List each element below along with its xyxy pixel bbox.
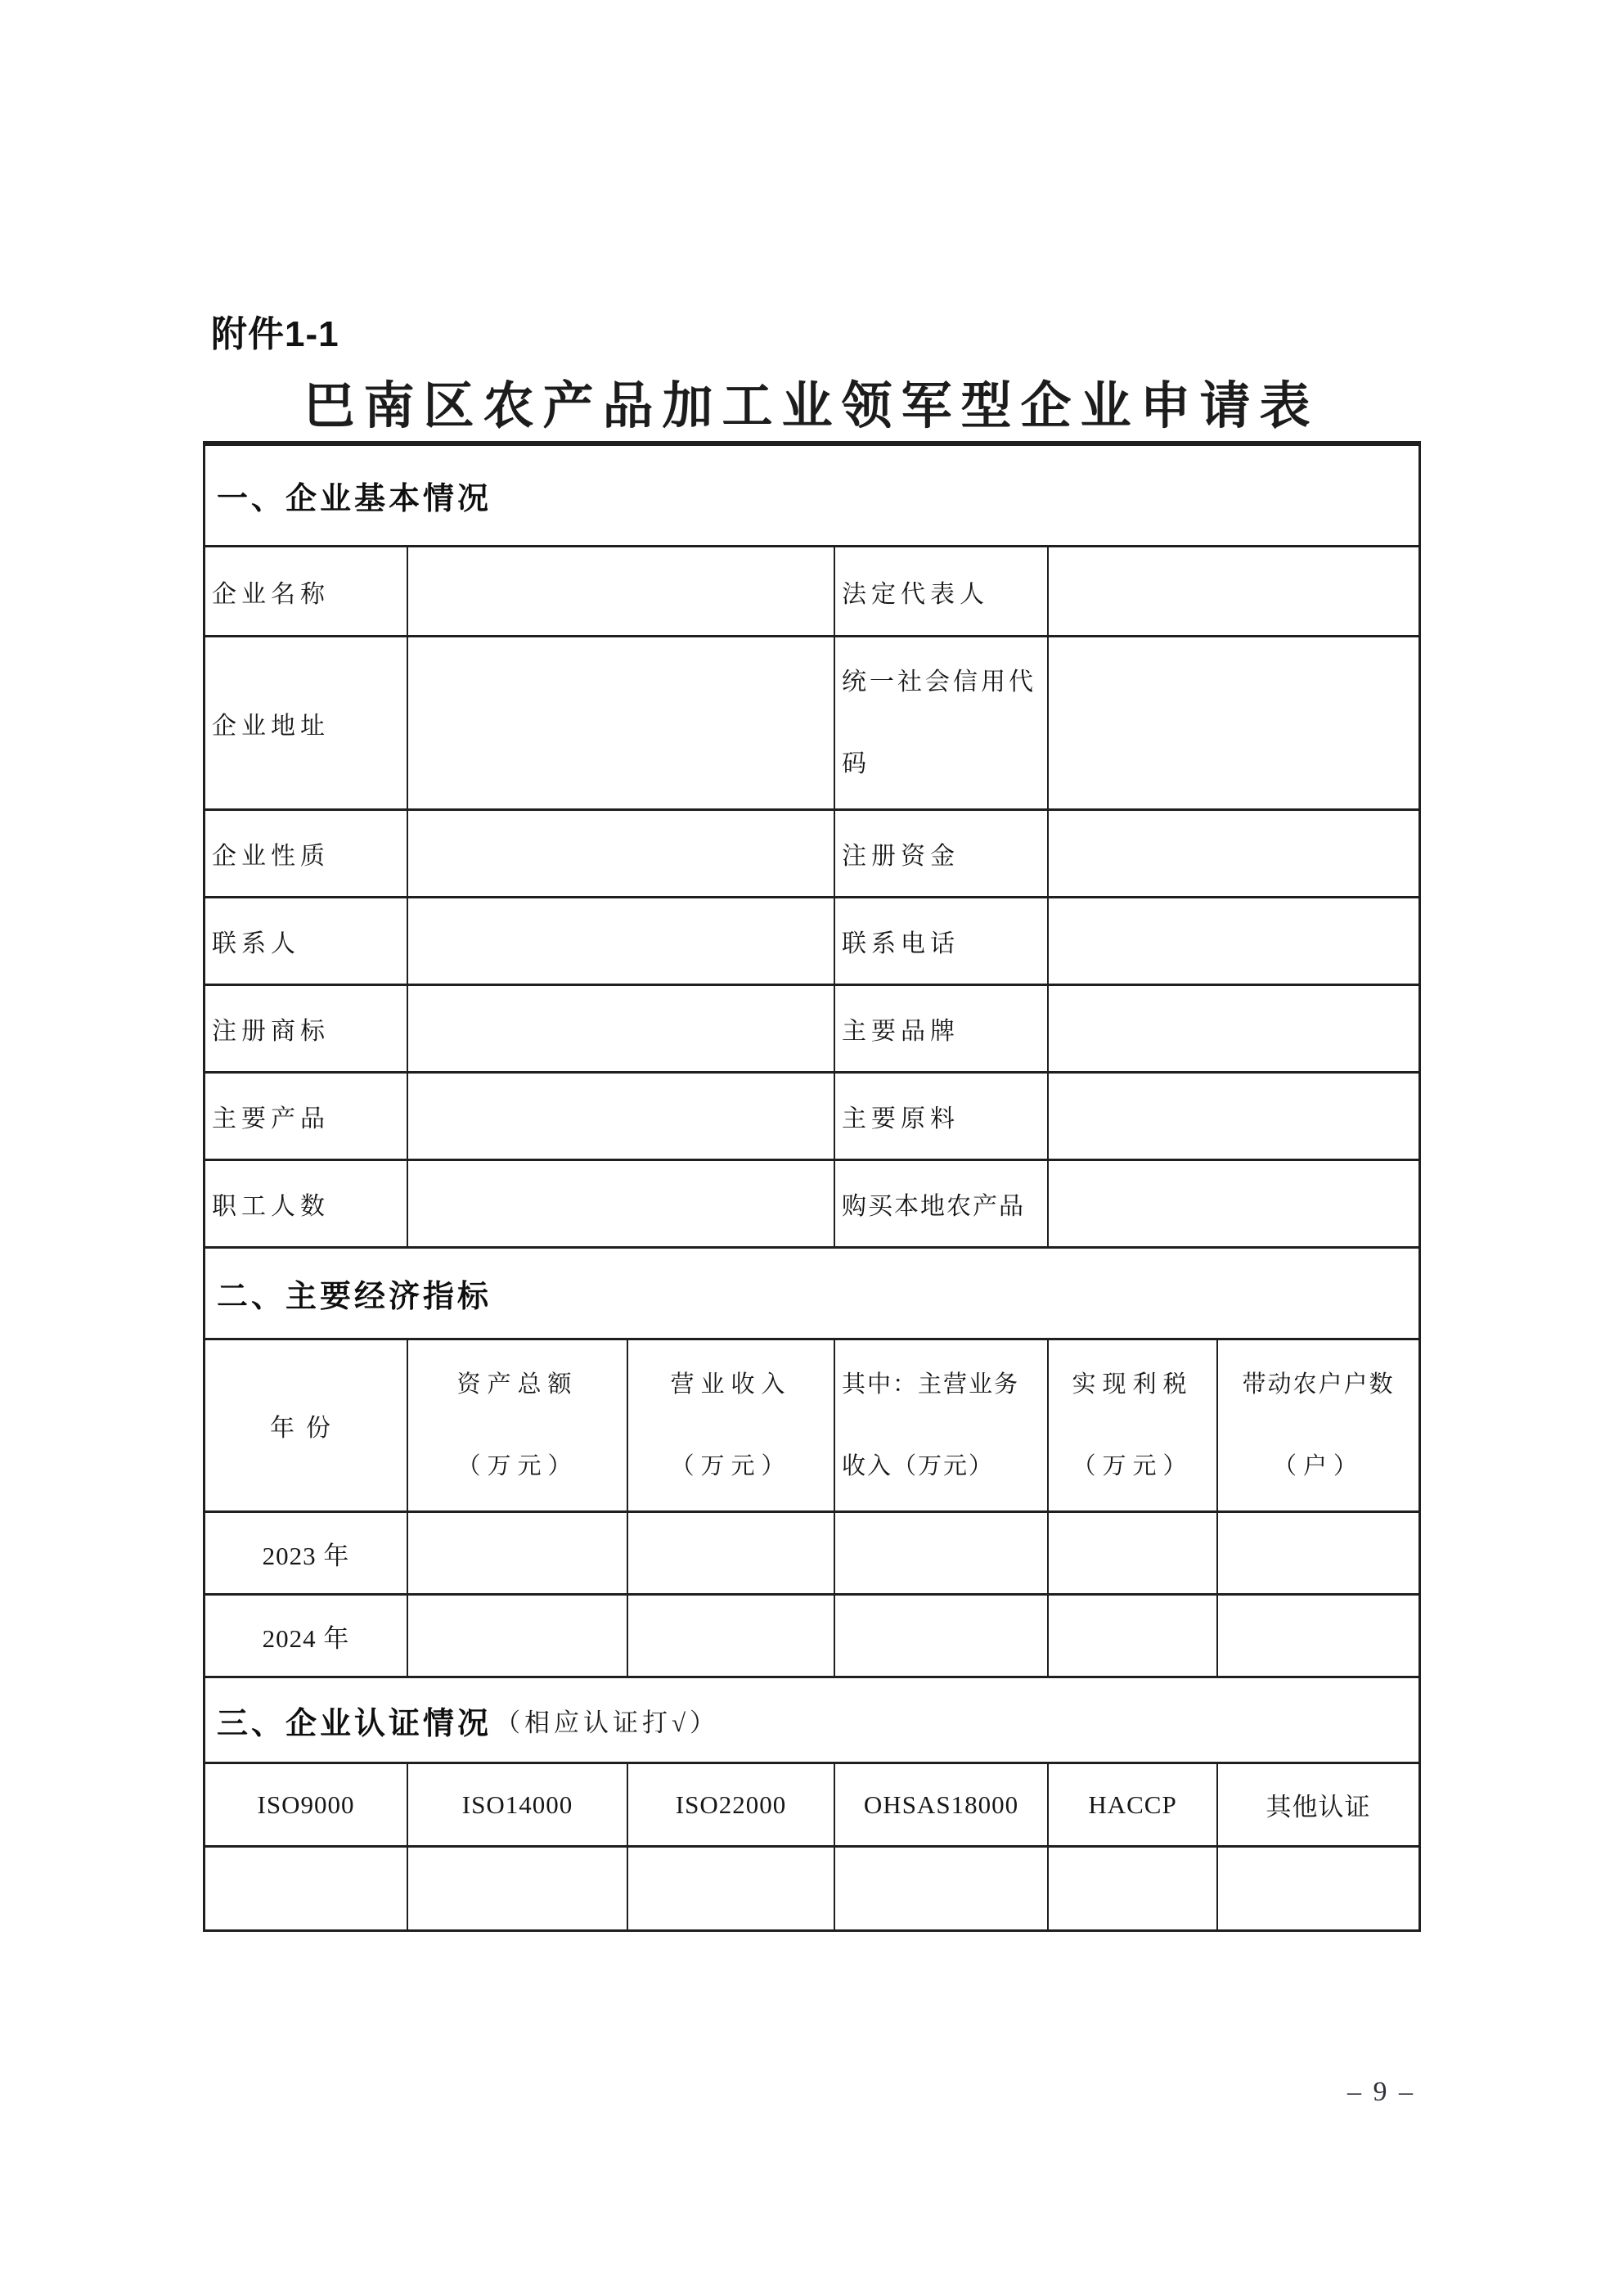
input-2024-profit-tax[interactable] xyxy=(1047,1596,1216,1676)
section3-heading-note: （相应认证打√） xyxy=(495,1708,720,1737)
input-check-iso22000[interactable] xyxy=(627,1848,834,1929)
label-contact-phone: 联系电话 xyxy=(834,898,1047,984)
input-registered-capital[interactable] xyxy=(1047,811,1418,896)
table-row xyxy=(205,545,1418,635)
table-row-2023 xyxy=(205,1510,1418,1593)
cert-label-iso22000: ISO22000 xyxy=(627,1764,834,1845)
section2-heading: 二、主要经济指标 xyxy=(217,1280,492,1314)
input-2023-farmer-households[interactable] xyxy=(1216,1513,1418,1593)
input-enterprise-name[interactable] xyxy=(407,547,834,635)
table-row xyxy=(205,1071,1418,1159)
input-2023-profit-tax[interactable] xyxy=(1047,1513,1216,1593)
table-row xyxy=(205,1159,1418,1246)
year-label-2024: 2024 年 xyxy=(262,1623,350,1653)
label-main-products: 主要产品 xyxy=(212,1105,330,1132)
section1-heading-row xyxy=(205,443,1418,545)
label-credit-code: 统一社会信用代码 xyxy=(834,637,1047,808)
table-row-2024 xyxy=(205,1593,1418,1676)
input-2023-main-business-revenue[interactable] xyxy=(834,1513,1047,1593)
table-row xyxy=(205,635,1418,808)
cert-label-iso14000: ISO14000 xyxy=(407,1764,627,1845)
cert-label-haccp: HACCP xyxy=(1047,1764,1216,1845)
label-enterprise-address: 企业地址 xyxy=(212,712,330,740)
section3-heading-row xyxy=(205,1676,1418,1762)
input-main-brand[interactable] xyxy=(1047,986,1418,1071)
label-employee-count: 职工人数 xyxy=(212,1193,330,1220)
input-employee-count[interactable] xyxy=(407,1161,834,1246)
column-header-profit-tax: 实现利税 （万元） xyxy=(1047,1340,1216,1510)
certification-check-row xyxy=(205,1845,1418,1929)
column-header-year: 年份 xyxy=(270,1415,342,1442)
input-local-produce-purchase[interactable] xyxy=(1047,1161,1418,1246)
section3-heading: 三、企业认证情况 xyxy=(217,1706,492,1741)
input-2024-total-assets[interactable] xyxy=(407,1596,627,1676)
input-check-haccp[interactable] xyxy=(1047,1848,1216,1929)
table-row xyxy=(205,984,1418,1071)
input-check-iso14000[interactable] xyxy=(407,1848,627,1929)
label-registered-trademark: 注册商标 xyxy=(212,1018,330,1045)
page-title: 巴南区农产品加工业领军型企业申请表 xyxy=(303,379,1320,434)
column-header-farmer-households: 带动农户户数 （户） xyxy=(1216,1340,1418,1510)
input-main-raw-materials[interactable] xyxy=(1047,1074,1418,1159)
label-main-brand: 主要品牌 xyxy=(834,986,1047,1071)
input-legal-representative[interactable] xyxy=(1047,547,1418,635)
label-main-raw-materials: 主要原料 xyxy=(834,1074,1047,1159)
section1-heading: 一、企业基本情况 xyxy=(217,482,492,516)
input-check-ohsas18000[interactable] xyxy=(834,1848,1047,1929)
input-main-products[interactable] xyxy=(407,1074,834,1159)
application-form-table xyxy=(203,441,1421,1932)
cert-label-iso9000: ISO9000 xyxy=(257,1790,355,1819)
label-enterprise-name: 企业名称 xyxy=(212,580,330,608)
column-header-operating-revenue: 营业收入 （万元） xyxy=(627,1340,834,1510)
certification-header-row xyxy=(205,1762,1418,1845)
input-contact-person[interactable] xyxy=(407,898,834,984)
table-row xyxy=(205,896,1418,984)
input-2024-main-business-revenue[interactable] xyxy=(834,1596,1047,1676)
input-2023-operating-revenue[interactable] xyxy=(627,1513,834,1593)
label-registered-capital: 注册资金 xyxy=(834,811,1047,896)
column-header-main-business-revenue: 其中：主营业务 收入（万元） xyxy=(834,1340,1047,1510)
label-contact-person: 联系人 xyxy=(212,930,300,957)
input-credit-code[interactable] xyxy=(1047,637,1418,808)
input-registered-trademark[interactable] xyxy=(407,986,834,1071)
label-local-produce-purchase: 购买本地农产品 xyxy=(834,1161,1047,1246)
cert-label-ohsas18000: OHSAS18000 xyxy=(834,1764,1047,1845)
label-enterprise-type: 企业性质 xyxy=(212,843,330,870)
input-enterprise-address[interactable] xyxy=(407,637,834,808)
input-contact-phone[interactable] xyxy=(1047,898,1418,984)
input-2023-total-assets[interactable] xyxy=(407,1513,627,1593)
page-number: – 9 – xyxy=(1347,2077,1415,2107)
input-2024-operating-revenue[interactable] xyxy=(627,1596,834,1676)
label-legal-representative: 法定代表人 xyxy=(834,547,1047,635)
economic-indicators-header-row xyxy=(205,1338,1418,1510)
input-enterprise-type[interactable] xyxy=(407,811,834,896)
input-check-iso9000[interactable] xyxy=(205,1848,407,1929)
column-header-total-assets: 资产总额 （万元） xyxy=(407,1340,627,1510)
year-label-2023: 2023 年 xyxy=(262,1541,350,1570)
section2-heading-row xyxy=(205,1246,1418,1338)
cert-label-other: 其他认证 xyxy=(1216,1764,1418,1845)
input-check-other[interactable] xyxy=(1216,1848,1418,1929)
table-row xyxy=(205,808,1418,896)
attachment-label: 附件1-1 xyxy=(211,314,339,354)
input-2024-farmer-households[interactable] xyxy=(1216,1596,1418,1676)
